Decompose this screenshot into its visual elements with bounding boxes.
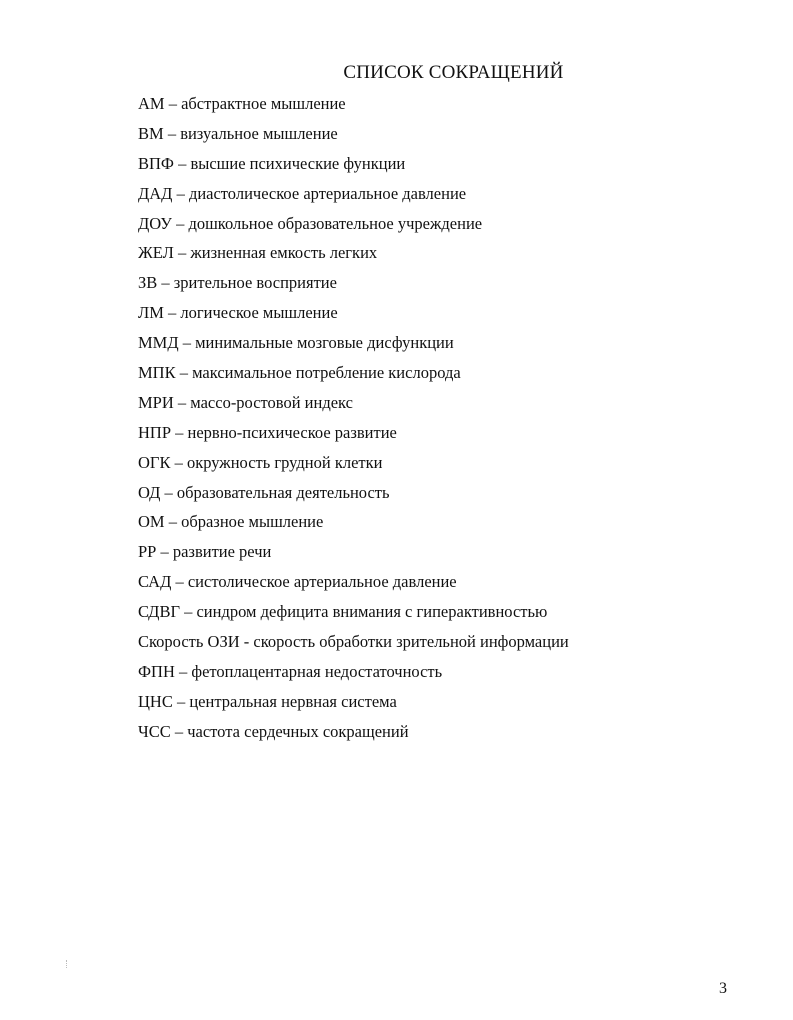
separator: – bbox=[157, 273, 174, 293]
abbreviation-term: ОГК bbox=[138, 452, 171, 472]
separator: – bbox=[156, 542, 173, 562]
abbreviation-term: ФПН bbox=[138, 661, 175, 681]
abbreviation-definition: образовательная деятельность bbox=[176, 482, 390, 502]
list-item bbox=[138, 452, 569, 482]
separator: – bbox=[173, 243, 191, 263]
list-item bbox=[138, 691, 569, 721]
separator: – bbox=[171, 213, 189, 233]
abbreviation-term: ЛМ bbox=[138, 303, 164, 323]
list-item bbox=[138, 123, 569, 153]
list-item bbox=[138, 631, 569, 661]
abbreviation-definition: скорость обработки зрительной информации bbox=[253, 632, 569, 652]
abbreviation-term: Скорость ОЗИ bbox=[138, 632, 240, 652]
abbreviation-definition: зрительное восприятие bbox=[173, 273, 337, 293]
list-item bbox=[138, 601, 569, 631]
abbreviation-term: ДОУ bbox=[138, 213, 172, 233]
list-item bbox=[138, 571, 569, 601]
page-number: 3 bbox=[719, 980, 727, 997]
list-item bbox=[138, 362, 569, 392]
separator: – bbox=[160, 482, 177, 502]
list-item bbox=[138, 242, 569, 272]
page-title: СПИСОК СОКРАЩЕНИЙ bbox=[343, 62, 564, 83]
separator: – bbox=[179, 602, 197, 622]
abbreviation-definition: развитие речи bbox=[172, 542, 272, 562]
abbreviation-definition: фетоплацентарная недостаточность bbox=[191, 661, 443, 681]
list-item bbox=[138, 721, 569, 751]
abbreviation-definition: абстрактное мышление bbox=[181, 94, 346, 113]
separator: – bbox=[175, 363, 193, 383]
separator: – bbox=[170, 721, 188, 741]
abbreviation-definition: жизненная емкость легких bbox=[190, 243, 378, 263]
separator: – bbox=[164, 94, 182, 113]
scan-speck bbox=[66, 960, 68, 968]
list-item bbox=[138, 153, 569, 183]
separator: – bbox=[164, 512, 182, 532]
abbreviation-definition: массо-ростовой индекс bbox=[190, 392, 353, 412]
abbreviation-definition: визуальное мышление bbox=[180, 123, 338, 143]
list-item bbox=[138, 213, 569, 243]
abbreviation-term: ОД bbox=[138, 482, 161, 502]
abbreviation-term: НПР bbox=[138, 422, 172, 442]
abbreviation-term: АМ bbox=[138, 94, 165, 113]
separator: – bbox=[163, 123, 181, 143]
separator: – bbox=[174, 661, 192, 681]
separator: – bbox=[171, 572, 188, 592]
abbreviation-term: ЗВ bbox=[138, 273, 158, 293]
list-item bbox=[138, 661, 569, 691]
abbreviation-term: ВМ bbox=[138, 123, 164, 143]
abbreviation-definition: частота сердечных сокращений bbox=[187, 721, 409, 741]
separator: – bbox=[171, 422, 188, 442]
separator: – bbox=[173, 153, 191, 173]
abbreviation-definition: образное мышление bbox=[181, 512, 324, 532]
list-item bbox=[138, 511, 569, 541]
list-item bbox=[138, 422, 569, 452]
abbreviation-definition: нервно-психическое развитие bbox=[187, 422, 397, 442]
abbreviation-definition: высшие психические функции bbox=[190, 153, 406, 173]
list-item bbox=[138, 392, 569, 422]
list-item bbox=[138, 272, 569, 302]
abbreviation-term: ЧСС bbox=[138, 721, 171, 741]
abbreviation-definition: систолическое артериальное давление bbox=[187, 572, 457, 592]
abbreviation-term: ДАД bbox=[138, 183, 173, 203]
abbreviation-definition: дошкольное образовательное учреждение bbox=[188, 213, 483, 233]
separator: – bbox=[172, 691, 190, 711]
abbreviation-definition: максимальное потребление кислорода bbox=[192, 363, 461, 383]
separator: – bbox=[178, 333, 196, 353]
abbreviation-definition: синдром дефицита внимания с гиперактивностью bbox=[196, 602, 548, 622]
separator: – bbox=[170, 452, 187, 472]
list-item bbox=[138, 541, 569, 571]
list-item bbox=[138, 482, 569, 512]
abbreviation-term: ММД bbox=[138, 333, 179, 353]
list-item bbox=[138, 183, 569, 213]
abbreviation-term: МПК bbox=[138, 363, 176, 383]
abbreviation-term: РР bbox=[138, 542, 157, 562]
separator: – bbox=[173, 392, 191, 412]
separator: - bbox=[239, 632, 254, 652]
separator: – bbox=[172, 183, 189, 203]
list-item bbox=[138, 93, 569, 123]
abbreviation-term: ВПФ bbox=[138, 153, 174, 173]
abbreviation-definition: минимальные мозговые дисфункции bbox=[195, 333, 454, 353]
abbreviation-term: СДВГ bbox=[138, 602, 180, 622]
abbreviation-definition: логическое мышление bbox=[180, 303, 338, 323]
abbreviation-term: ЦНС bbox=[138, 691, 173, 711]
abbreviation-definition: диастолическое артериальное давление bbox=[188, 183, 467, 203]
abbreviation-definition: центральная нервная система bbox=[189, 691, 397, 711]
abbreviation-term: ЖЕЛ bbox=[138, 243, 174, 263]
abbreviation-definition: окружность грудной клетки bbox=[186, 452, 383, 472]
separator: – bbox=[163, 303, 181, 323]
list-item bbox=[138, 332, 569, 362]
abbreviation-term: САД bbox=[138, 572, 172, 592]
abbreviation-list bbox=[138, 93, 569, 751]
abbreviation-term: ОМ bbox=[138, 512, 165, 532]
list-item bbox=[138, 302, 569, 332]
abbreviation-term: МРИ bbox=[138, 392, 174, 412]
